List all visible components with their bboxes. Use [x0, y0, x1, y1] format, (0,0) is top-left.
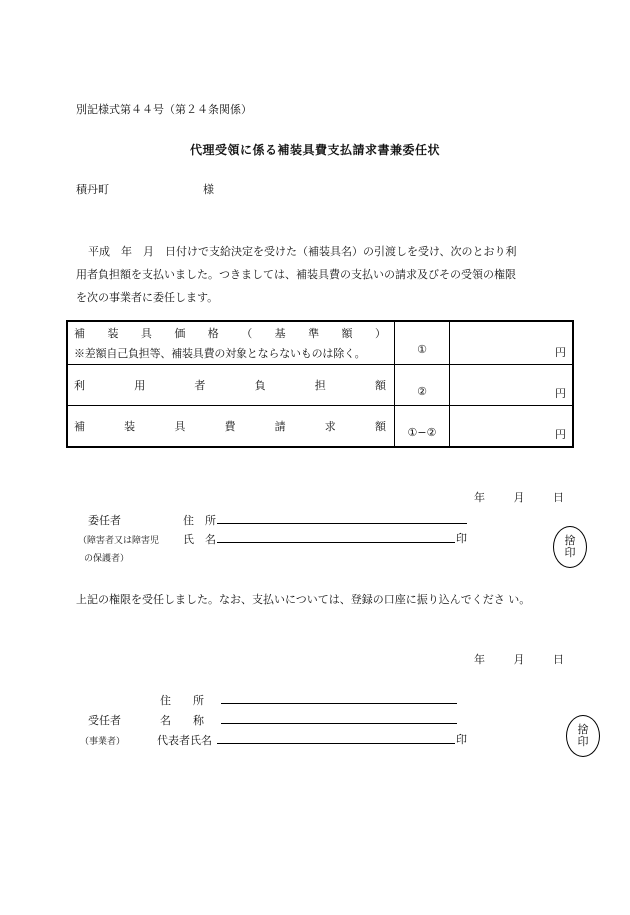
claim-amount-field[interactable]: [450, 406, 574, 448]
date-month-label: 月: [513, 491, 525, 504]
date-year-label: 年: [474, 491, 485, 504]
label-char: （: [241, 327, 253, 340]
label-char: 用: [134, 379, 146, 392]
label-char: 装: [107, 327, 119, 340]
burden-yen-unit: 円: [555, 387, 566, 400]
price-note: ※差額自己負担等、補装具費の対象とならないものは除く。: [74, 347, 366, 360]
price-mark-cell: [395, 321, 450, 365]
label-char: 額: [341, 327, 353, 340]
table-row-user-burden: [67, 365, 573, 406]
label-char: 補: [74, 420, 85, 433]
label-char: 基: [274, 327, 286, 340]
price-yen-unit: 円: [555, 346, 566, 359]
label-char: 負: [254, 379, 266, 392]
date-delegate[interactable]: [474, 651, 564, 667]
burden-label-cell: [67, 365, 395, 406]
delegator-address-field[interactable]: [217, 510, 467, 524]
stamp-char-top: 捨: [564, 534, 576, 547]
label-char: 格: [207, 327, 219, 340]
discard-stamp-icon: [553, 526, 587, 568]
delegate-note: （事業者）: [80, 737, 126, 747]
label-char: 利: [74, 379, 85, 392]
burden-mark: ②: [417, 384, 427, 398]
addressee: [76, 181, 214, 197]
delegator-note-1: （障害者又は障害児: [78, 536, 160, 546]
document-title: 代理受領に係る補装具費支払請求書兼委任状: [189, 143, 440, 157]
delegator-seal-mark: 印: [456, 532, 467, 545]
delegate-role: 受任者: [88, 714, 121, 727]
price-amount-field[interactable]: [450, 321, 574, 365]
delegate-company-field[interactable]: [221, 710, 457, 724]
price-label: [74, 325, 386, 341]
date-month-label: 月: [513, 653, 525, 666]
date-year-label: 年: [474, 653, 485, 666]
acceptance-text: 上記の権限を受任しました。なお、支払いについては、登録の口座に振り込んでくださ い。: [76, 593, 531, 606]
delegate-representative-field[interactable]: [217, 730, 455, 744]
label-char: 価: [174, 327, 186, 340]
table-row-price: [67, 321, 573, 365]
label-char: ）: [374, 327, 386, 340]
claim-label-cell: [67, 406, 395, 448]
stamp-char-top: 捨: [577, 723, 589, 736]
addressee-name: 積丹町: [76, 183, 109, 196]
delegate-address-field[interactable]: [221, 690, 457, 704]
discard-stamp-icon: [566, 715, 600, 757]
label-char: 補: [74, 327, 85, 340]
body-line-2: 用者負担額を支払いました。つきましては、補装具費の支払いの請求及びその受領の権限: [76, 268, 516, 281]
date-day-label: 日: [553, 653, 564, 666]
delegator-role: 委任者: [88, 514, 121, 527]
delegator-name-label: 氏 名: [183, 533, 216, 546]
label-char: 請: [274, 420, 286, 433]
claim-mark: ①−②: [407, 425, 437, 439]
delegator-note-2: の保護者）: [84, 554, 130, 564]
claim-label: [74, 418, 386, 434]
table-row-claim: [67, 406, 573, 448]
label-char: 額: [374, 379, 386, 392]
stamp-char-bottom: 印: [564, 546, 576, 559]
stamp-char-bottom: 印: [577, 735, 589, 748]
claim-mark-cell: [395, 406, 450, 448]
label-char: 準: [308, 327, 320, 340]
delegator-name-field[interactable]: [217, 529, 455, 543]
price-mark: ①: [417, 342, 427, 356]
delegate-company-label: 名 称: [160, 714, 204, 727]
form-number: 別記様式第４４号（第２４条関係）: [76, 103, 252, 116]
burden-label: [74, 377, 386, 393]
label-char: 具: [174, 420, 186, 433]
claim-yen-unit: 円: [555, 428, 566, 441]
price-label-cell: [67, 321, 395, 365]
body-line-1: 平成 年 月 日付けで支給決定を受けた（補装具名）の引渡しを受け、次のとおり利: [88, 245, 517, 258]
label-char: 装: [124, 420, 136, 433]
delegate-seal-mark: 印: [456, 733, 467, 746]
delegator-address-label: 住 所: [183, 514, 216, 527]
label-char: 額: [374, 420, 386, 433]
fee-table: [66, 320, 574, 448]
body-line-3: を次の事業者に委任します。: [76, 291, 219, 304]
date-day-label: 日: [553, 491, 564, 504]
body-paragraph: [76, 240, 556, 309]
label-char: 具: [140, 327, 152, 340]
burden-mark-cell: [395, 365, 450, 406]
delegate-representative-label: 代表者氏名: [157, 734, 212, 747]
addressee-honorific: 様: [203, 183, 214, 196]
label-char: 担: [314, 379, 326, 392]
date-delegator[interactable]: [474, 489, 564, 505]
delegate-address-label: 住 所: [160, 694, 204, 707]
burden-amount-field[interactable]: [450, 365, 574, 406]
label-char: 費: [224, 420, 236, 433]
label-char: 者: [194, 379, 206, 392]
label-char: 求: [324, 420, 336, 433]
